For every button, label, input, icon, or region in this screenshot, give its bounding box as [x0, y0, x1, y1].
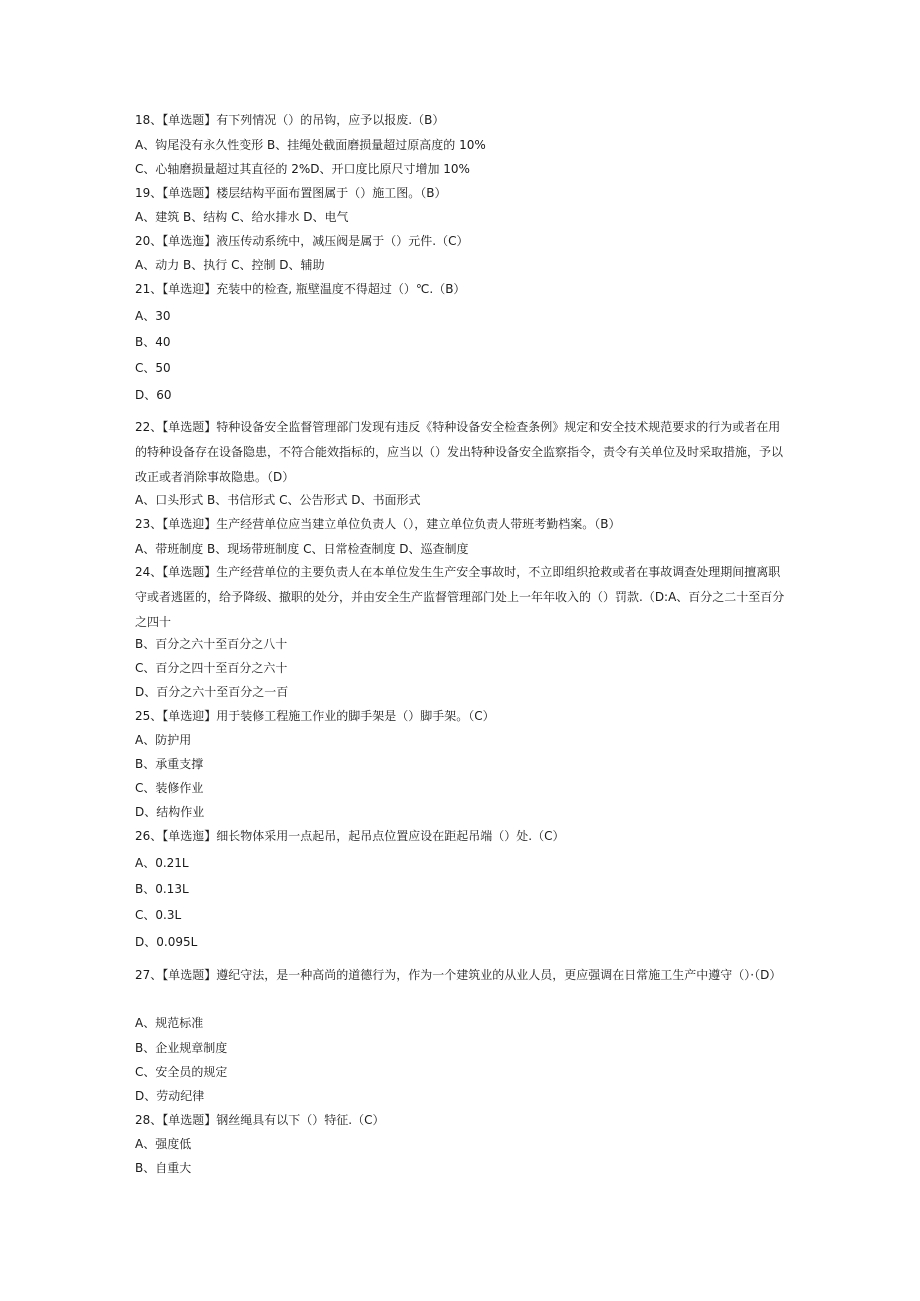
question-27: 27、【单选题】遵纪守法，是一种高尚的道德行为，作为一个建筑业的从业人员，更应强调在日常施工生产中遵守（）·（D）	[135, 968, 782, 982]
question-23: 23、【单选迎】生产经营单位应当建立单位负责人（），建立单位负责人带班考勤档案。（B）	[135, 517, 621, 531]
question-26-option-d: D、0.095L	[135, 935, 198, 949]
question-18-options-c-d: C、心轴磨损量超过其直径的 2%D、开口度比原尺寸增加 10%	[135, 162, 470, 176]
question-19: 19、【单选题】楼层结构平面布置图属于（）施工图。（B）	[135, 186, 447, 200]
question-19-options: A、建筑 B、结构 C、给水排水 D、电气	[135, 210, 349, 224]
question-25: 25、【单选迎】用于装修工程施工作业的脚手架是（）脚手架。（C）	[135, 709, 495, 723]
question-24: 24、【单选题】生产经营单位的主要负责人在本单位发生生产安全事故时，不立即组织抢救或者在事故调查处理期间擅离职守或者逃匿的，给予降级、撤职的处分，并由安全生产监督管理部门处上一年年收入的（）罚款.（D:A、百分之二十至百分之四十	[135, 565, 785, 629]
question-24-option-c: C、百分之四十至百分之六十	[135, 661, 288, 675]
question-28: 28、【单选题】钢丝绳具有以下（）特征.（C）	[135, 1113, 385, 1127]
question-20: 20、【单选迤】液压传动系统中，减压阀是属于（）元件.（C）	[135, 234, 469, 248]
question-21: 21、【单选迎】充装中的检查, 瓶壁温度不得超过（）℃.（B）	[135, 282, 466, 296]
question-21-option-a: A、30	[135, 309, 171, 323]
question-27-option-c: C、安全员的规定	[135, 1065, 228, 1079]
question-25-option-b: B、承重支撑	[135, 757, 204, 771]
question-25-option-a: A、防护用	[135, 733, 192, 747]
question-18: 18、【单选题】有下列情况（）的吊钩，应予以报废.（B）	[135, 113, 445, 127]
question-21-option-d: D、60	[135, 388, 172, 402]
question-26: 26、【单选迤】细长物体采用一点起吊，起吊点位置应设在距起吊端（）处.（C）	[135, 829, 565, 843]
question-22: 22、【单选题】特种设备安全监督管理部门发现有违反《特种设备安全检查条例》规定和安全技术规范要求的行为或者在用的特种设备存在设备隐患，不符合能效指标的，应当以（）发出特种设备安全监察指令，责令有关单位及时采取措施，予以改正或者消除事故隐患。（D）	[135, 420, 784, 484]
question-22-options: A、口头形式 B、书信形式 C、公告形式 D、书面形式	[135, 493, 421, 507]
question-28-option-b: B、自重大	[135, 1161, 192, 1175]
question-20-options: A、动力 B、执行 C、控制 D、辅助	[135, 258, 325, 272]
question-25-option-c: C、装修作业	[135, 781, 204, 795]
question-27-option-d: D、劳动纪律	[135, 1089, 205, 1103]
question-18-options-a-b: A、钩尾没有永久性变形 B、挂绳处截面磨损量超过原高度的 10%	[135, 138, 486, 152]
question-26-option-b: B、0.13L	[135, 882, 189, 896]
question-21-option-c: C、50	[135, 361, 171, 375]
question-21-option-b: B、40	[135, 335, 171, 349]
question-23-options: A、带班制度 B、现场带班制度 C、日常检查制度 D、巡查制度	[135, 542, 469, 556]
question-27-option-a: A、规范标准	[135, 1016, 204, 1030]
question-28-option-a: A、强度低	[135, 1137, 192, 1151]
question-24-option-b: B、百分之六十至百分之八十	[135, 637, 288, 651]
question-26-option-c: C、0.3L	[135, 908, 182, 922]
question-24-option-d: D、百分之六十至百分之一百	[135, 685, 289, 699]
question-27-option-b: B、企业规章制度	[135, 1041, 228, 1055]
question-25-option-d: D、结构作业	[135, 805, 205, 819]
question-26-option-a: A、0.21L	[135, 856, 189, 870]
